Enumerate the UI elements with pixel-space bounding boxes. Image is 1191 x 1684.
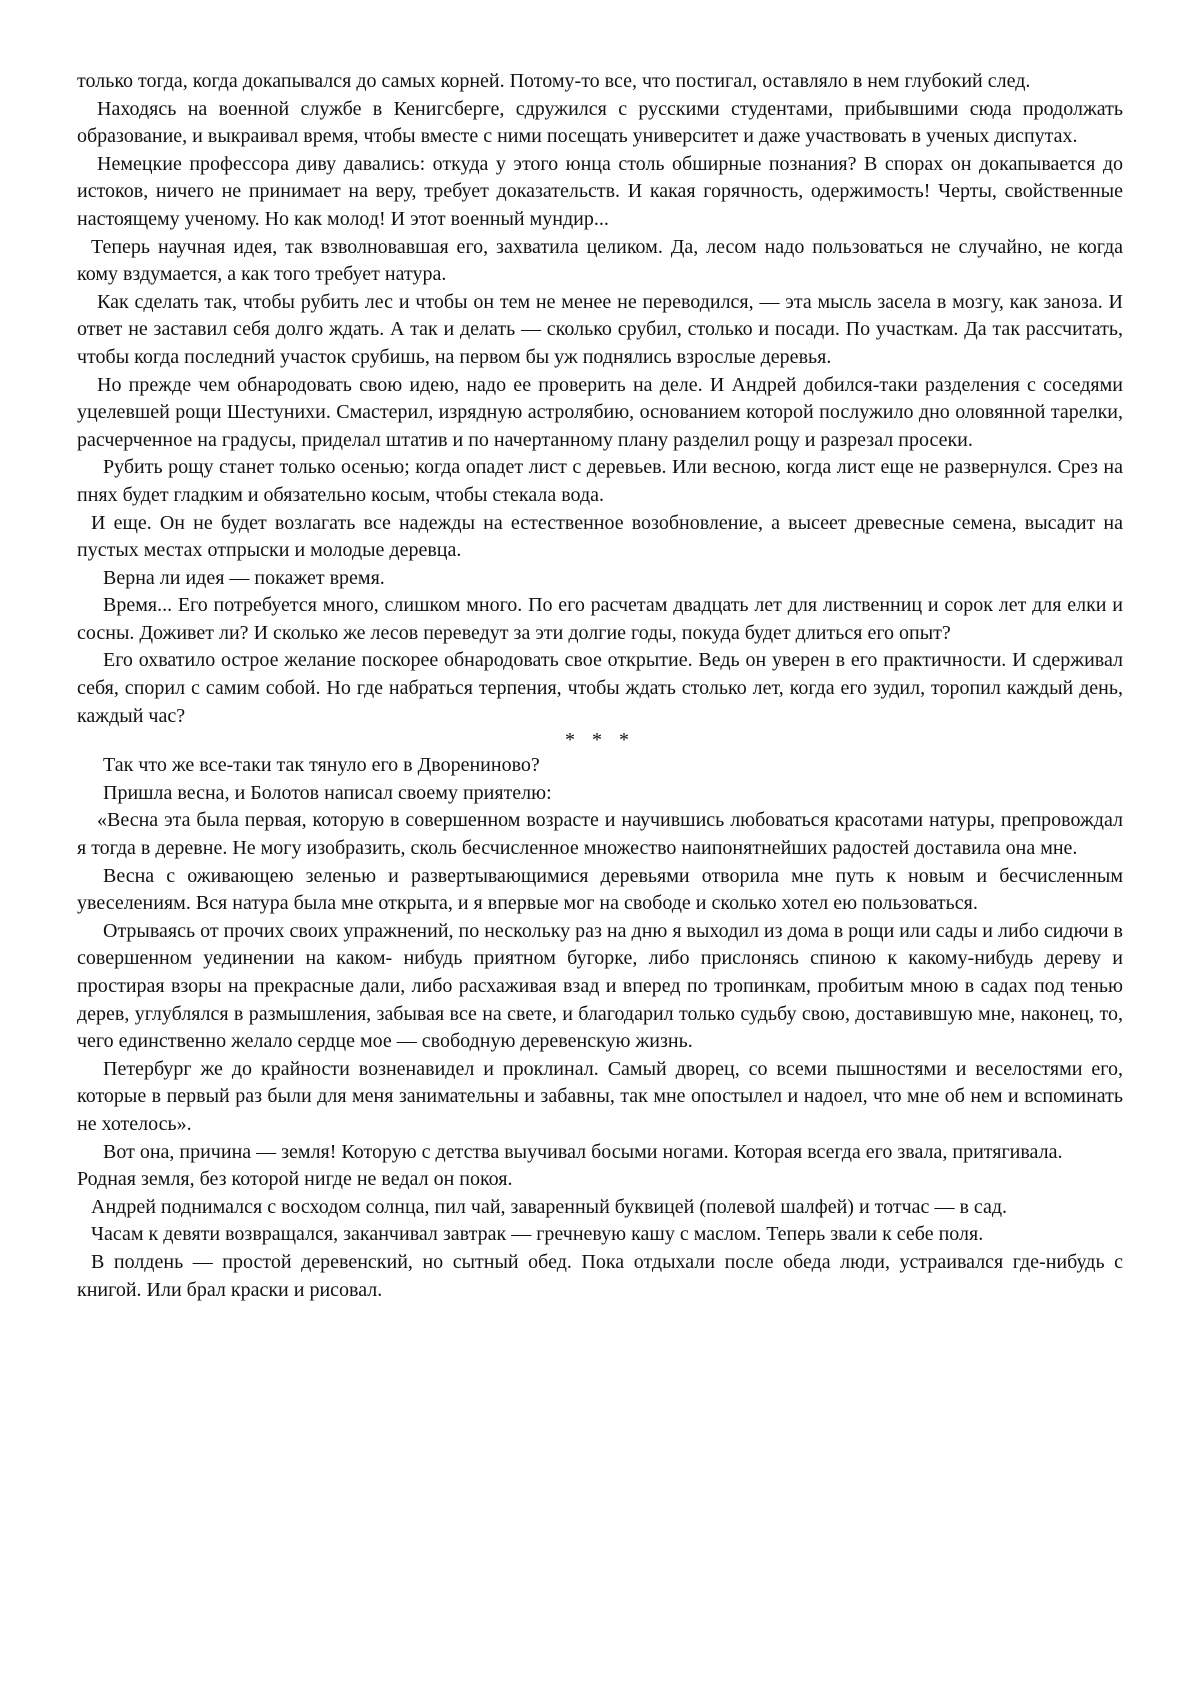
paragraph-10: Время... Его потребуется много, слишком много. По его расчетам двадцать лет для лиственниц и сорок лет для елки и сосны. Доживет ли? И сколько же лесов переведут за эти долгие годы, покуда будет длиться его опыт? [77,594,1123,644]
paragraph-16: Отрываясь от прочих своих упражнений, по нескольку раз на дню я выходил из дома в рощи или сады и либо сидючи в совершенном уединении на каком- нибудь приятном бугорке, либо прислонясь спиною к какому-нибудь дереву и простирая взоры на прекрасные дали, либо расхаживая взад и вперед по тропинкам, пробитым мною в садах под тенью дерев, углублялся в размышления, забывая все на свете, и благодарил только судьбу свою, доставившую мне, наконец, то, чего единственно желало сердце мое — свободную деревенскую жизнь. [77,919,1123,1053]
paragraph-11: Его охватило острое желание поскорее обнародовать свое открытие. Ведь он уверен в его практичности. И сдерживал себя, спорил с самим собой. Но где набраться терпения, чтобы ждать столько лет, когда его зудил, торопил каждый день, каждый час? [77,649,1123,727]
paragraph-18: Вот она, причина — земля! Которую с детства выучивал босыми ногами. Которая всегда его звала, притягивала. Родная земля, без которой нигде не ведал он покоя. [77,1140,1063,1191]
paragraph-21: В полдень — простой деревенский, но сытный обед. Пока отдыхали после обеда люди, устраивался где-нибудь с книгой. Или брал краски и рисовал. [77,1250,1123,1301]
paragraph-14: «Весна эта была первая, которую в совершенном возрасте и научившись любоваться красотами натуры, препровождал я тогда в деревне. Не могу изобразить, сколь бесчисленное множество наипонятнейших радостей доставила она мне. [77,809,1123,860]
section-separator: * * * [565,729,635,752]
paragraph-20: Часам к девяти возвращался, заканчивал завтрак — гречневую кашу с маслом. Теперь звали к себе поля. [91,1223,984,1246]
paragraph-17: Петербург же до крайности возненавидел и проклинал. Самый дворец, со всеми пышностями и веселостями его, которые в первый раз были для меня занимательны и забавны, так мне опостылел и надоел, что мне об нем и вспоминать не хотелось». [77,1057,1123,1135]
paragraph-7: Рубить рощу станет только осенью; когда опадет лист с деревьев. Или весною, когда лист еще не развернулся. Срез на пнях будет гладким и обязательно косым, чтобы стекала вода. [77,456,1123,506]
paragraph-6: Но прежде чем обнародовать свою идею, надо ее проверить на деле. И Андрей добился-таки разделения с соседями уцелевшей рощи Шестунихи. Смастерил, изрядную астролябию, основанием которой послужило дно оловянной тарелки, расчерченное на градусы, приделал штатив и по начертанному плану разделил рощу и разрезал просеки. [77,373,1123,451]
paragraph-19: Андрей поднимался с восходом солнца, пил чай, заваренный буквицей (полевой шалфей) и тотчас — в сад. [91,1195,1008,1218]
paragraph-13: Пришла весна, и Болотов написал своему приятелю: [103,781,552,804]
paragraph-2: Находясь на военной службе в Кенигсберге, сдружился с русскими студентами, прибывшими сюда продолжать образование, и выкраивал время, чтобы вместе с ними посещать университет и даже участвовать в ученых диспутах. [77,97,1123,148]
paragraph-3: Немецкие профессора диву давались: откуда у этого юнца столь обширные познания? В спорах он докапывается до истоков, ничего не принимает на веру, требует доказательств. И какая горячность, одержимость! Черты, свойственные настоящему ученому. Но как молод! И этот военный мундир... [77,152,1123,230]
paragraph-4: Теперь научная идея, так взволновавшая его, захватила целиком. Да, лесом надо пользоваться не случайно, не когда кому вздумается, а как того требует натура. [77,235,1123,286]
paragraph-8: И еще. Он не будет возлагать все надежды на естественное возобновление, а высеет древесные семена, высадит на пустых местах отпрыски и молодые деревца. [77,511,1123,562]
paragraph-5: Как сделать так, чтобы рубить лес и чтобы он тем не менее не переводился, — эта мысль засела в мозгу, как заноза. И ответ не заставил себя долго ждать. А так и делать — сколько срубил, столько и посади. По участкам. Да так рассчитать, чтобы когда последний участок срубишь, на первом бы уж поднялись взрослые деревья. [77,290,1123,368]
document-page [77,68,1123,1304]
paragraph-12: Так что же все-таки так тянуло его в Двоpениново? [103,754,540,777]
paragraph-9: Верна ли идея — покажет время. [103,566,385,589]
paragraph-15: Весна с оживающею зеленью и развертывающимися деревьями отворила мне путь к новым и бесчисленным увеселениям. Вся натура была мне открыта, и я впервые мог на свободе и сколько хотел ею пользоваться. [77,864,1123,915]
paragraph-1: только тогда, когда докапывался до самых корней. Потому-то все, что постигал, оставляло в нем глубокий след. [77,70,1031,92]
